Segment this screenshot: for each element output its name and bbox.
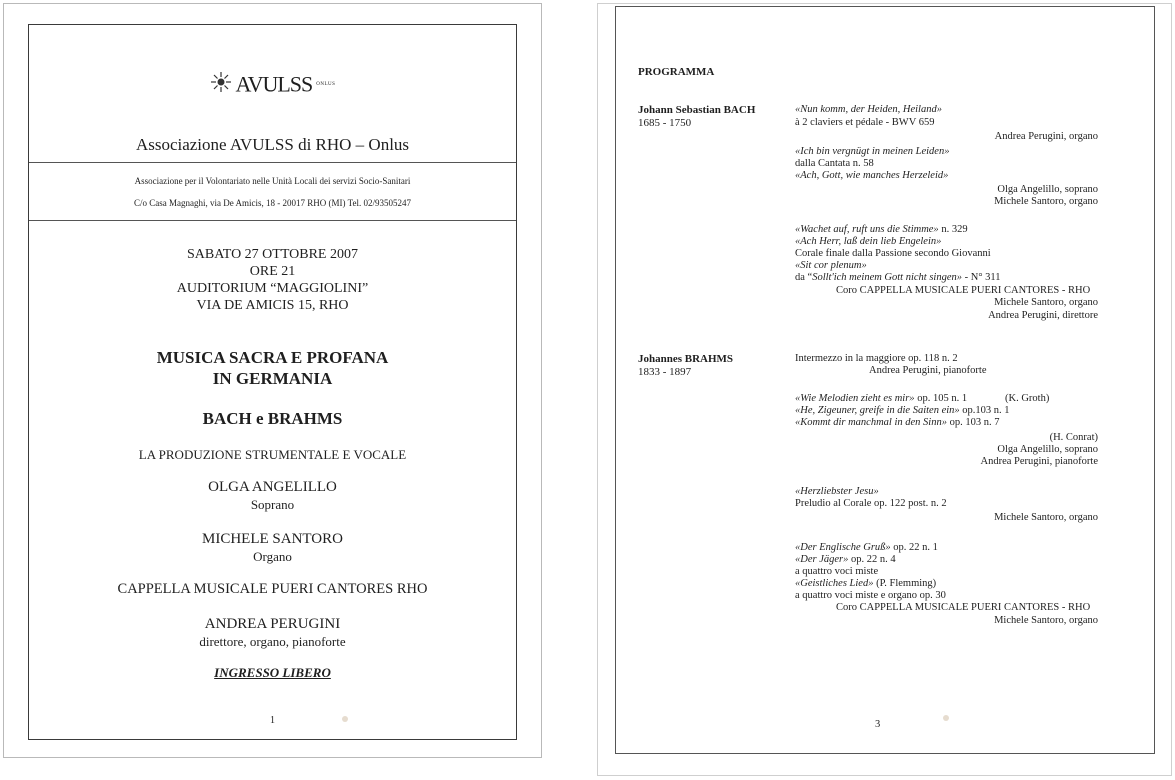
bach-work-4-line bbox=[795, 224, 968, 236]
brahms-work-4-title: «Kommt dir manchmal in den Sinn» bbox=[795, 417, 947, 428]
brahms-work-7-number: op. 22 n. 4 bbox=[848, 554, 896, 565]
brahms-choir: Coro CAPPELLA MUSICALE PUERI CANTORES - RHO bbox=[836, 602, 1091, 613]
bach-group-2-performer-2: Andrea Perugini, direttore bbox=[988, 310, 1098, 321]
avulss-logo bbox=[29, 71, 516, 98]
bach-work-5-source: Corale finale dalla Passione secondo Giovanni bbox=[795, 248, 991, 259]
brahms-work-1-performer: Andrea Perugini, pianoforte bbox=[869, 365, 987, 376]
performer-2-role: Organo bbox=[253, 549, 292, 564]
event-venue: AUDITORIUM “MAGGIOLINI” bbox=[176, 281, 369, 296]
brahms-work-6-line bbox=[795, 542, 938, 554]
brahms-work-8-title: «Geistliches Lied» bbox=[795, 578, 874, 589]
paper-spot bbox=[943, 715, 949, 721]
brahms-work-5-title: «Herzliebster Jesu» bbox=[795, 486, 879, 497]
bach-years: 1685 - 1750 bbox=[638, 117, 692, 129]
brahms-work-8-line bbox=[795, 578, 936, 590]
free-entry-notice: INGRESSO LIBERO bbox=[214, 665, 331, 680]
concert-title-line-2: IN GERMANIA bbox=[212, 369, 333, 388]
bach-work-4-title: «Wachet auf, ruft uns die Stimme» bbox=[795, 224, 939, 235]
association-address: C/o Casa Magnaghi, via De Amicis, 18 - 20017 RHO (MI) Tel. 02/93505247 bbox=[134, 198, 411, 208]
performer-2-name: MICHELE SANTORO bbox=[202, 531, 343, 547]
brahms-work-8-detail: a quattro voci miste e organo op. 30 bbox=[795, 590, 946, 601]
sunburst-icon bbox=[210, 71, 232, 98]
logo-brand: AVULSS bbox=[235, 71, 313, 97]
brahms-work-3-title: «He, Zigeuner, greife in die Saiten ein» bbox=[795, 405, 960, 416]
event-date: SABATO 27 OTTOBRE 2007 bbox=[186, 247, 358, 262]
brahms-work-3-line bbox=[795, 405, 1010, 417]
brahms-name: Johannes BRAHMS bbox=[638, 353, 734, 365]
bach-work-1-detail: à 2 claviers et pédale - BWV 659 bbox=[795, 117, 935, 128]
event-time: ORE 21 bbox=[249, 264, 296, 279]
bach-work-6-source-title: Sollt'ich meinem Gott nicht singen» bbox=[812, 272, 963, 283]
bach-work-3-performer-1: Olga Angelillo, soprano bbox=[997, 184, 1098, 195]
brahms-work-5-performer: Michele Santoro, organo bbox=[994, 512, 1098, 523]
brahms-work-4-credit: (H. Conrat) bbox=[1049, 432, 1098, 443]
bach-work-2-source: dalla Cantata n. 58 bbox=[795, 158, 874, 169]
brahms-work-2-credit: (K. Groth) bbox=[1005, 393, 1050, 404]
bach-work-4-number: n. 329 bbox=[938, 224, 968, 235]
bach-name: Johann Sebastian BACH bbox=[638, 104, 756, 116]
concert-title-line-1: MUSICA SACRA E PROFANA bbox=[156, 348, 389, 367]
page-number-3: 3 bbox=[875, 719, 881, 730]
bach-work-6-source-line bbox=[795, 272, 1001, 284]
address-divider bbox=[29, 220, 516, 221]
brahms-work-4-number: op. 103 n. 7 bbox=[946, 417, 1000, 428]
logo-suffix: ONLUS bbox=[316, 82, 336, 87]
event-street: VIA DE AMICIS 15, RHO bbox=[196, 298, 349, 313]
programme-heading: PROGRAMMA bbox=[638, 66, 715, 78]
right-page bbox=[597, 3, 1172, 776]
bach-group-2-performer-1: Michele Santoro, organo bbox=[994, 297, 1098, 308]
left-page-frame bbox=[28, 24, 517, 740]
brahms-group-2-performer-1: Olga Angelillo, soprano bbox=[997, 444, 1098, 455]
bach-choir: Coro CAPPELLA MUSICALE PUERI CANTORES - RHO bbox=[836, 285, 1091, 296]
performer-1-role: Soprano bbox=[250, 497, 295, 512]
composers-heading: BACH e BRAHMS bbox=[202, 409, 343, 428]
director-role: direttore, organo, pianoforte bbox=[199, 634, 346, 649]
brahms-work-2-line bbox=[795, 393, 967, 405]
right-page-frame bbox=[615, 6, 1155, 754]
brahms-work-4-line bbox=[795, 417, 999, 429]
brahms-work-3-number: op.103 n. 1 bbox=[959, 405, 1010, 416]
choir-name: CAPPELLA MUSICALE PUERI CANTORES RHO bbox=[117, 581, 428, 597]
brahms-group-2-performer-2: Andrea Perugini, pianoforte bbox=[980, 456, 1098, 467]
association-subtitle: Associazione per il Volontariato nelle Unità Locali dei servizi Socio-Sanitari bbox=[134, 176, 411, 186]
brahms-work-1-title: Intermezzo in la maggiore op. 118 n. 2 bbox=[795, 353, 958, 364]
brahms-work-6-title: «Der Englische Gruß» bbox=[795, 542, 891, 553]
bach-work-6-title: «Sit cor plenum» bbox=[795, 260, 867, 271]
brahms-years: 1833 - 1897 bbox=[638, 366, 692, 378]
bach-work-3-performer-2: Michele Santoro, organo bbox=[994, 196, 1098, 207]
brahms-work-5-detail: Preludio al Corale op. 122 post. n. 2 bbox=[795, 498, 947, 509]
performer-1-name: OLGA ANGELILLO bbox=[208, 479, 337, 495]
paper-spot bbox=[342, 716, 348, 722]
bach-work-1-title: «Nun komm, der Heiden, Heiland» bbox=[795, 104, 942, 115]
brahms-work-2-number: op. 105 n. 1 bbox=[914, 393, 968, 404]
bach-work-2-title: «Ich bin vergnügt in meinen Leiden» bbox=[795, 146, 950, 157]
bach-work-6-source-prefix: da “ bbox=[795, 272, 813, 283]
brahms-work-7-line bbox=[795, 554, 896, 566]
brahms-work-8-credit: (P. Flemming) bbox=[873, 578, 937, 589]
director-name: ANDREA PERUGINI bbox=[204, 616, 341, 632]
bach-work-5-title: «Ach Herr, laß dein lieb Engelein» bbox=[795, 236, 942, 247]
bach-work-1-performer: Andrea Perugini, organo bbox=[994, 131, 1098, 142]
bach-work-6-source-number: - N° 311 bbox=[962, 272, 1001, 283]
brahms-work-7-detail: a quattro voci miste bbox=[795, 566, 879, 577]
page-number-1: 1 bbox=[270, 715, 275, 726]
brahms-group-4-performer: Michele Santoro, organo bbox=[994, 615, 1098, 626]
association-title: Associazione AVULSS di RHO – Onlus bbox=[135, 135, 410, 154]
brahms-work-2-title: «Wie Melodien zieht es mir» bbox=[795, 393, 915, 404]
brahms-work-6-number: op. 22 n. 1 bbox=[890, 542, 938, 553]
bach-work-3-title: «Ach, Gott, wie manches Herzeleid» bbox=[795, 170, 949, 181]
brahms-work-7-title: «Der Jäger» bbox=[795, 554, 849, 565]
production-subtitle: LA PRODUZIONE STRUMENTALE E VOCALE bbox=[138, 447, 407, 462]
title-divider bbox=[29, 162, 516, 163]
left-page bbox=[3, 3, 542, 758]
